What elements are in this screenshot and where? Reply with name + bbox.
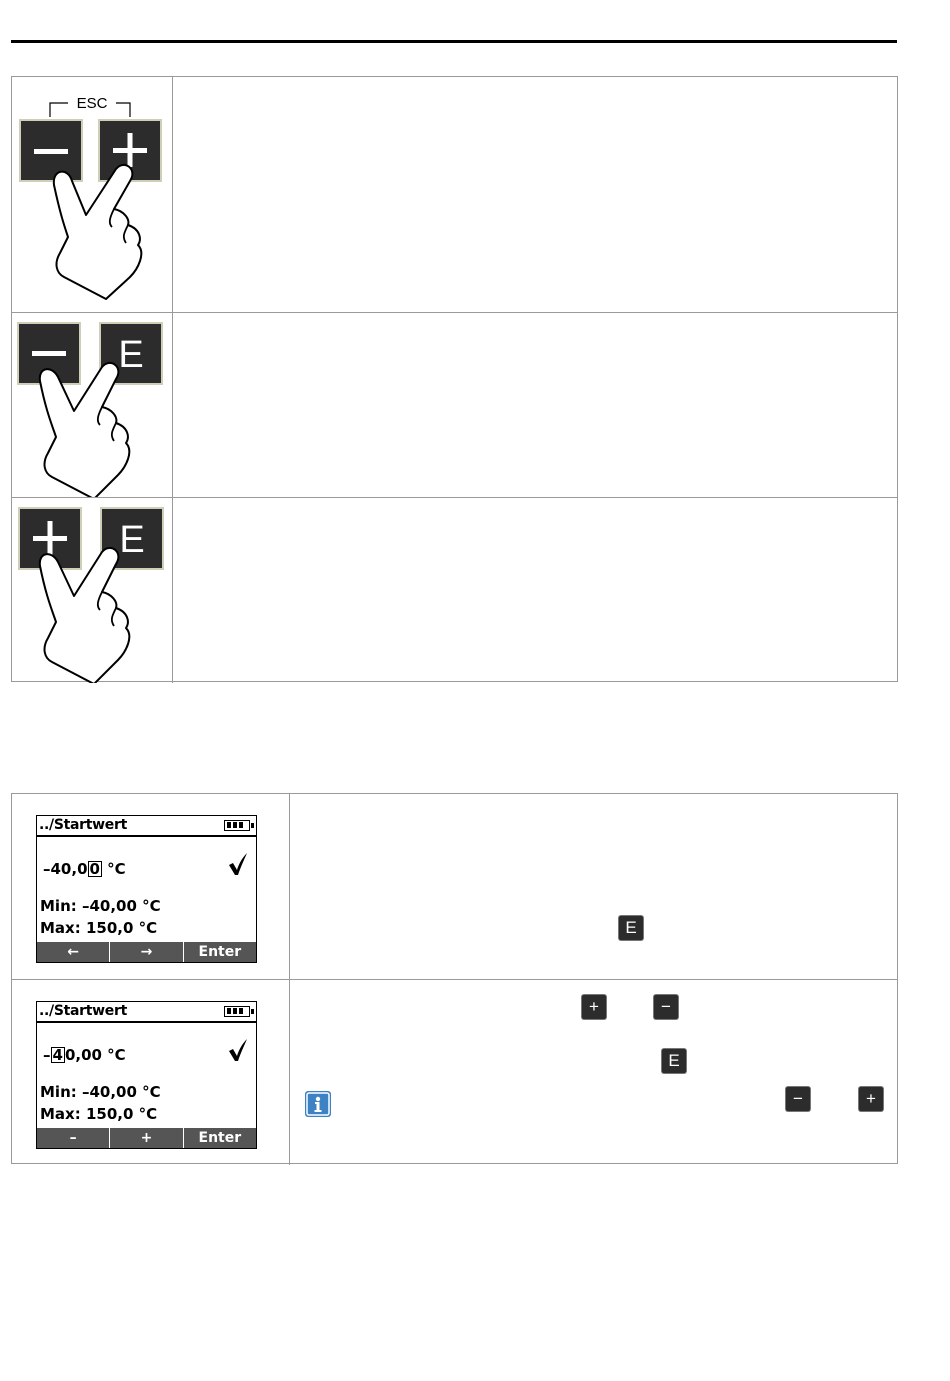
enter-key-label: E — [118, 334, 144, 376]
plus-key-icon: + — [582, 995, 606, 1019]
edit-cursor: 4 — [52, 1046, 63, 1064]
minus-key-icon: − — [654, 995, 678, 1019]
header-rule — [11, 40, 897, 43]
softkey-right-arrow[interactable]: → — [110, 942, 182, 962]
plus-enter-description-cell — [173, 498, 897, 683]
battery-icon — [224, 820, 250, 831]
device-display — [36, 815, 257, 963]
minus-enter-description-cell — [173, 313, 897, 497]
breadcrumb: ../Startwert — [39, 1003, 127, 1019]
min-value: Min: –40,00 °C — [40, 897, 161, 915]
display-cell-2 — [12, 980, 290, 1165]
esc-gesture-illustration — [12, 77, 173, 312]
esc-description-cell — [173, 77, 897, 312]
softkey-minus[interactable]: – — [37, 1128, 109, 1148]
esc-label: ESC — [76, 95, 108, 112]
minus-enter-gesture-illustration — [12, 313, 173, 497]
step-1-text-cell — [290, 794, 897, 979]
battery-icon — [224, 1006, 250, 1017]
display-cell-1 — [12, 794, 290, 979]
edit-step-row-1 — [12, 794, 897, 979]
enter-key-label: E — [119, 519, 145, 561]
value-prefix: – — [43, 1046, 51, 1064]
enter-key-icon: E — [619, 916, 643, 940]
softkey-enter[interactable]: Enter — [184, 1128, 256, 1148]
value-editor[interactable] — [43, 860, 126, 878]
value-suffix: 0,00 °C — [64, 1046, 126, 1064]
parameter-edit-table — [11, 793, 898, 1164]
key-row-plus-enter — [12, 497, 897, 683]
step-2-text-cell — [290, 980, 897, 1165]
plus-enter-gesture-illustration — [12, 498, 173, 683]
edit-step-row-2 — [12, 979, 897, 1165]
hand-icon — [54, 165, 141, 299]
checkmark-icon — [228, 852, 248, 876]
max-value: Max: 150,0 °C — [40, 919, 158, 937]
softkey-bar — [37, 1128, 256, 1148]
enter-key-icon: E — [662, 1049, 686, 1073]
softkey-enter[interactable]: Enter — [184, 942, 256, 962]
min-value: Min: –40,00 °C — [40, 1083, 161, 1101]
value-prefix: –40,0 — [43, 860, 88, 878]
value-suffix: °C — [101, 860, 126, 878]
max-value: Max: 150,0 °C — [40, 1105, 158, 1123]
checkmark-icon — [228, 1038, 248, 1062]
esc-bracket — [50, 95, 130, 117]
softkey-bar — [37, 942, 256, 962]
value-editor[interactable] — [43, 1046, 126, 1064]
key-row-esc — [12, 77, 897, 312]
device-display — [36, 1001, 257, 1149]
info-icon — [305, 1091, 331, 1117]
softkey-plus[interactable]: + — [110, 1128, 182, 1148]
plus-key-icon: + — [859, 1087, 883, 1111]
key-combination-table — [11, 76, 898, 682]
key-row-minus-enter — [12, 312, 897, 497]
minus-key-icon: − — [786, 1087, 810, 1111]
edit-cursor: 0 — [89, 860, 100, 878]
softkey-left-arrow[interactable]: ← — [37, 942, 109, 962]
breadcrumb: ../Startwert — [39, 817, 127, 833]
